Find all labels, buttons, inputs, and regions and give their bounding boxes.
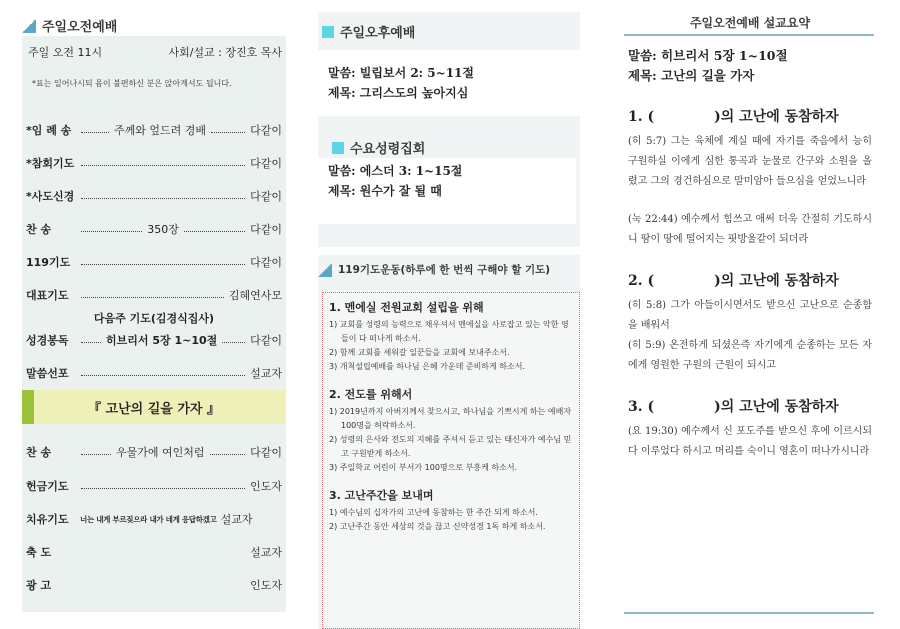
order-person: 다같이 [250,223,283,236]
order-row [26,511,282,527]
order-label: 성경봉독 [26,334,69,347]
order-label: 말씀선포 [26,367,69,380]
order-label: *임 례 송 [26,124,72,137]
point-number: 1. ( [628,109,655,125]
verse-text: (히 5:8) 그가 아들이시면서도 받으신 고난으로 순종함을 배워서 [628,300,872,331]
order-detail: 우물가에 여인처럼 [116,446,205,459]
order-person: 김혜연사모 [228,289,282,302]
order-row [26,287,282,303]
order-row [26,221,282,237]
point-text: )의 고난에 동참하자 [714,273,839,289]
next-week-prayer: 다음주 기도(김경식집사) [93,312,215,325]
order-row [26,577,282,593]
afternoon-heading [322,22,415,41]
order-label: *사도신경 [26,190,75,203]
prayer-item: 2) 고난주간 동안 세상의 것을 끊고 신약성경 1독 하게 하소서. [329,522,546,531]
heading-text: 주일오후예배 [340,26,416,41]
order-label: 찬 송 [26,446,52,459]
sermon-point [628,396,872,416]
order-person: 인도자 [250,579,282,592]
section-square-icon [322,26,334,38]
heading-text: 주일오전예배 [42,20,118,35]
prayer-item: 2) 함께 교회를 세워갈 일꾼들을 교회에 보내주소서. [329,348,510,357]
section-triangle-icon [318,263,332,277]
order-label: 축 도 [26,546,52,559]
order-row [26,544,282,560]
prayer-item: 3) 주일학교 어린이 부서가 100명으로 부흥케 하소서. [329,463,518,472]
afternoon-title: 제목: 그리스도의 높아지심 [328,86,469,100]
order-person: 다같이 [250,256,282,269]
prayer-list [322,292,580,629]
order-detail: 너는 내게 부르짖으라 내가 네게 응답하겠고 [80,514,217,524]
order-person: 다같이 [250,124,282,137]
prayer-group-title: 3. 고난주간을 보내며 [329,489,434,502]
order-detail: 주께와 엎드려 경배 [114,124,207,137]
banner-accent [22,390,34,424]
prayer-item: 1) 예수님의 십자가의 고난에 동참하는 한 주간 되게 하소서. [329,508,538,517]
order-row [26,332,282,348]
section-square-icon [332,142,344,154]
order-person: 다같이 [250,190,282,203]
point-text: )의 고난에 동참하자 [714,399,839,415]
order-person: 설교자 [250,546,282,559]
prayer-group-title: 2. 전도를 위해서 [329,388,413,401]
order-person: 다같이 [250,446,282,459]
order-label: 119기도 [26,256,71,269]
order-label: 헌금기도 [26,480,69,493]
heading-text: 수요성령집회 [350,142,426,157]
sermon-title: 『 고난의 길을 가자 』 [87,401,220,417]
order-row [26,188,282,204]
morning-service-order [22,12,286,612]
section-triangle-icon [22,19,36,33]
order-label: 치유기도 [26,513,69,526]
summary-scripture: 말씀: 히브리서 5장 1~10절 [628,48,788,63]
service-info [28,44,282,60]
verse-text: (요 19:30) 예수께서 신 포도주를 받으신 후에 이르시되 다 이루었다 하시고 머리를 숙이니 영혼이 떠나가시니라 [628,426,872,457]
bottom-rule [624,612,874,614]
middle-column [318,12,582,629]
order-label: 찬 송 [26,223,52,236]
afternoon-content [318,50,580,116]
order-person: 설교자 [250,367,282,380]
service-time: 주일 오전 11시 [28,46,103,59]
order-label: 광 고 [26,579,52,592]
sermon-summary [624,12,876,617]
order-row [26,155,282,171]
order-row [26,365,282,381]
wednesday-title: 제목: 원수가 잘 될 때 [328,184,442,198]
wednesday-heading [332,138,425,157]
sermon-title-banner [22,390,286,424]
prayer-item: 2) 성령의 은사와 전도의 지혜를 주셔서 듣고 있는 태신자가 예수님 믿고 구원받게 하소서. [329,435,572,458]
order-person: 설교자 [220,513,253,526]
morning-service-heading [22,16,117,35]
prayer-item: 1) 교회를 성령의 능력으로 채우셔서 멘에실을 사로잡고 있는 악한 영들이 다 떠나게 하소서. [329,320,569,343]
summary-heading: 주일오전예배 설교요약 [689,16,811,30]
order-person: 인도자 [250,480,282,493]
service-host: 사회/설교 : 장진호 목사 [168,46,282,59]
prayer-group-title: 1. 멘에실 전원교회 설립을 위해 [329,301,484,314]
wednesday-scripture: 말씀: 에스더 3: 1~15절 [328,164,463,178]
verse-text: (눅 22:44) 예수께서 힘쓰고 애써 더욱 간절히 기도하시니 땀이 땅에 떨어지는 핏방울같이 되더라 [628,214,872,245]
sermon-point [628,270,872,290]
order-person: 다같이 [250,334,282,347]
point-number: 2. ( [628,273,655,289]
verse-text: (히 5:7) 그는 육체에 계실 때에 자기를 죽음에서 능히 구원하실 이에게 심한 통곡과 눈물로 간구와 소원을 올렸고 그의 경건하심으로 말미암아 들으심을 얻었느니라 [628,136,872,187]
order-person: 다같이 [250,157,282,170]
order-label: *참회기도 [26,157,75,170]
order-detail: 350장 [147,223,179,236]
heading-text: 119기도운동(하루에 한 번씩 구해야 할 기도) [338,264,551,276]
order-label: 대표기도 [26,289,69,302]
point-text: )의 고난에 동참하자 [714,109,839,125]
standing-note: *표는 일어나시되 몸이 불편하신 분은 앉아계셔도 됩니다. [32,79,232,88]
order-row [26,478,282,494]
afternoon-scripture: 말씀: 빌립보서 2: 5~11절 [328,66,474,80]
point-number: 3. ( [628,399,655,415]
order-detail: 히브리서 5장 1~10절 [106,334,218,347]
prayer-item: 1) 2019년까지 아버지께서 찾으시고, 하나님을 기쁘시게 하는 예배자 100명을 허락하소서. [329,407,572,430]
order-row [26,254,282,270]
verse-text: (히 5:9) 온전하게 되셨은즉 자기에게 순종하는 모든 자에게 영원한 구원의 근원이 되시고 [628,340,872,371]
prayer-movement-heading [318,262,550,277]
order-row [26,122,282,138]
summary-title: 제목: 고난의 길을 가자 [628,68,755,83]
sermon-point [628,106,872,126]
order-row [26,444,282,460]
prayer-item: 3) 개척설립예배를 하나님 은혜 가운데 준비하게 하소서. [329,362,526,371]
